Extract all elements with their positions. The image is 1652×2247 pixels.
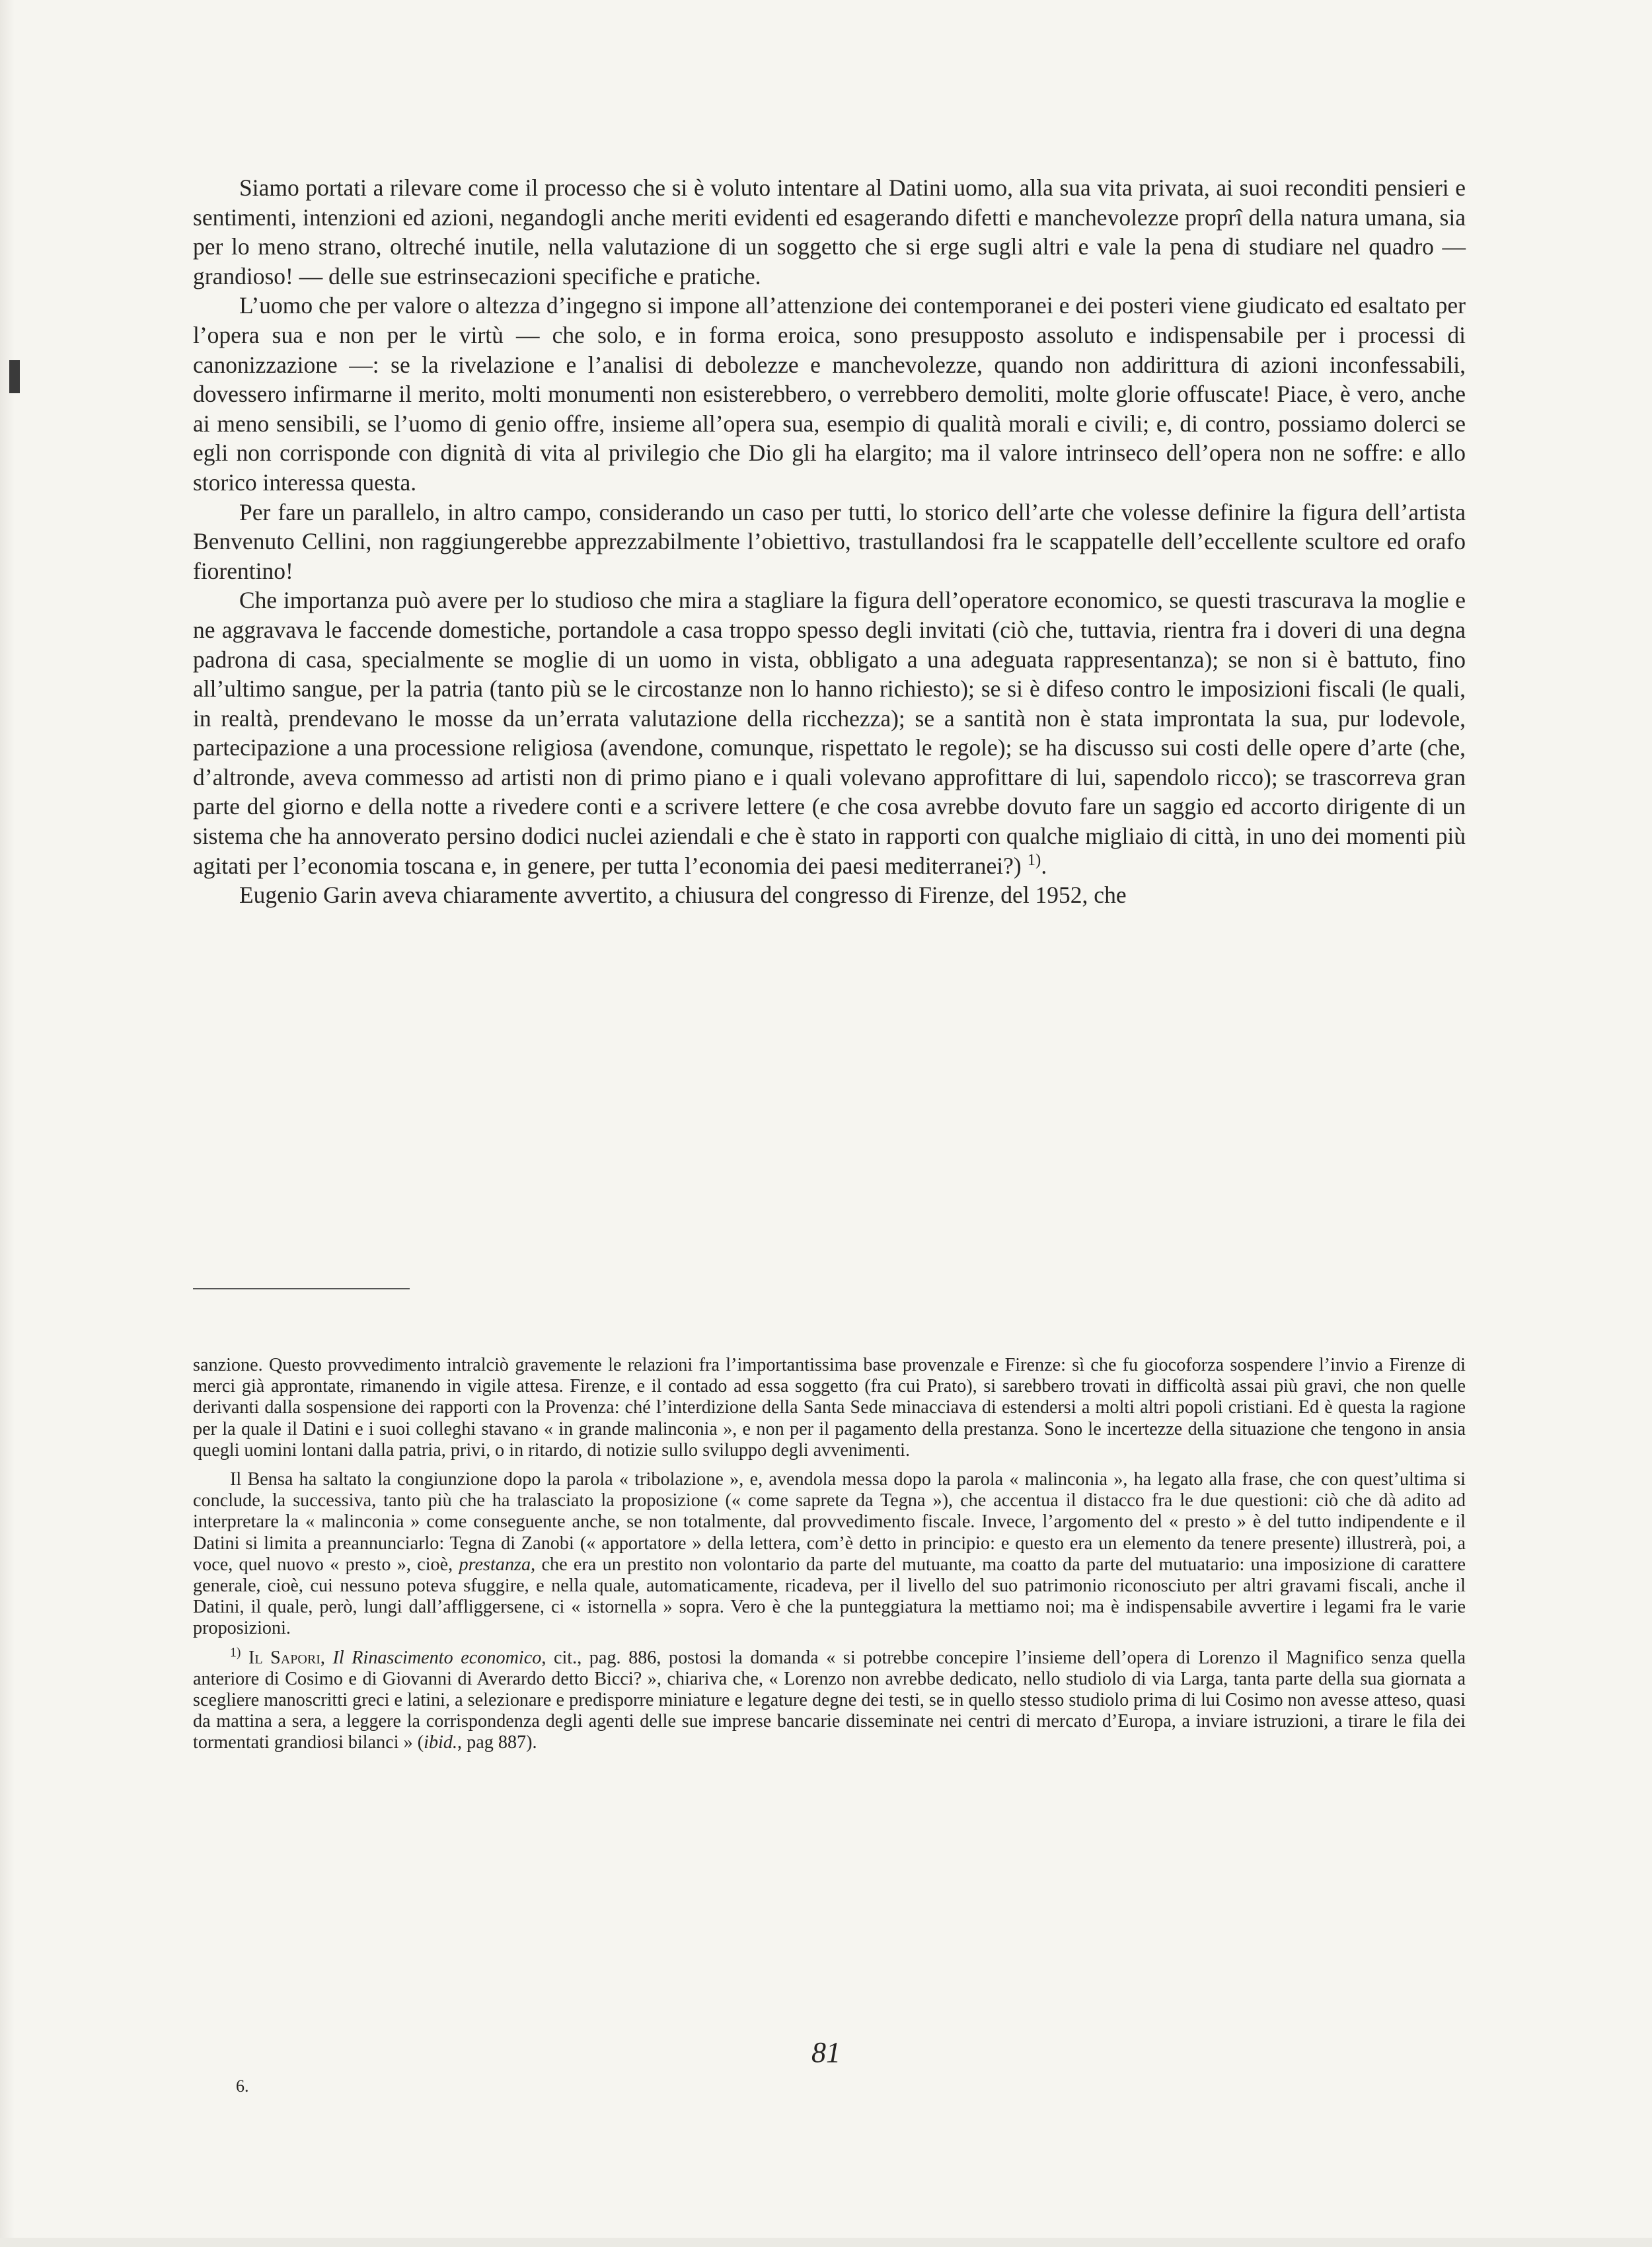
footnote-author: Il Sapori, xyxy=(248,1647,325,1668)
footnote-title: Il Rinascimento economico xyxy=(332,1647,542,1668)
footnote-text: , che era un prestito non volontario da parte del mutuante, ma coatto da parte del mutuatario: una imposizione di carattere generale, cioè, cui nessuno poteva sfuggire, e nella quale, automaticamente, ricadeva, per il livello del suo patrimonio riconosciuto per altri gravami fiscali, anche il Datini, il quale, però, lungi dall’affliggersene, ci « istornella » sopra. Vero è che la punteggiatura la mettiamo noi; ma è indispensabile avvertire i legami fra le varie proposizioni. xyxy=(193,1554,1466,1639)
footnote-reference: 1) xyxy=(1027,851,1041,869)
main-text xyxy=(193,173,1466,910)
footnote-text: , cit., pag. 886, postosi la domanda « si potrebbe concepire l’insieme dell’opera di Lorenzo il Magnifico senza quella anteriore di Cosimo e di Giovanni di Averardo detto Bicci? », chiariva che, « Lorenzo non avrebbe dedicato, nello studiolo di via Larga, tanta parte della sua giornata a scegliere manoscritti greci e latini, a selezionare e predisporre miniature e legature degne dei testi, se in quello stesso studiolo prima di lui Cosimo non avesse atteso, quasi da mattina a sera, a leggere la corrispondenza degli agenti delle sue imprese bancarie disseminate nei centri di mercato d’Europa, a inviare istruzioni, a tirare le fila dei tormentati grandiosi bilanci » ( xyxy=(193,1647,1466,1753)
footnote-italic: prestanza xyxy=(459,1554,531,1575)
paragraph: Per fare un parallelo, in altro campo, considerando un caso per tutti, lo storico dell’arte che volesse definire la figura dell’artista Benvenuto Cellini, non raggiungerebbe apprezzabilmente l’obiettivo, trastullandosi fra le scappatelle dell’eccellente scultore ed orafo fiorentino! xyxy=(193,498,1466,584)
footnote-1 xyxy=(193,1645,1466,1754)
paragraph: Eugenio Garin aveva chiaramente avvertito, a chiusura del congresso di Firenze, del 1952, che xyxy=(239,882,1127,909)
footnote-marker: 1) xyxy=(230,1645,241,1660)
footnote-text: Il Bensa ha saltato la congiunzione dopo la parola « tribolazione », e, avendola messa dopo la parola « malinconia », ha legato alla frase, che con quest’ultima si conclude, la successiva, tanto più che ha tralasciato la proposizione (« come saprete da Tegna »), che accentua il distacco fra le due questioni: ciò che dà adito ad interpretare la « malinconia » come conseguente anche, se non totalmente, dal provvedimento fiscale. Invece, l’argomento del « presto » è del tutto indipendente e il Datini si limita a preannunciarlo: Tegna di Zanobi (« apportatore » della lettera, com’è detto in principio: e questo era un elemento da tenere presente) illustrerà, poi, a voce, quel nuovo « presto », cioè, xyxy=(193,1469,1466,1575)
page-number: 81 xyxy=(811,2036,841,2069)
footnotes xyxy=(193,1355,1466,1754)
footnote-continuation: sanzione. Questo provvedimento intralciò gravemente le relazioni fra l’importantissima base provenzale e Firenze: sì che fu giocoforza sospendere l’invio a Firenze di merci già approntate, rimanendo in vigile attesa. Firenze, e il contado ad essa soggetto (fra cui Prato), si sarebbero trovati in difficoltà assai più gravi, che non quelle derivanti dalla sospensione dei rapporti con la Provenza: ché l’interdizione della Santa Sede minacciava di estendersi a molti altri popoli cristiani. Ed è questa la ragione per la quale il Datini e i suoi colleghi stavano « in grande malinconia », e non per il pagamento della prestanza. Sono le incertezze della situazione che tengono in ansia quegli uomini lontani dalla patria, privi, o in ritardo, di notizie sullo sviluppo degli avvenimenti. xyxy=(193,1355,1466,1461)
paragraph-end: . xyxy=(1041,852,1047,879)
footnote-ibid: ibid. xyxy=(424,1732,458,1753)
paragraph: Siamo portati a rilevare come il processo che si è voluto intentare al Datini uomo, alla sua vita privata, ai suoi reconditi pensieri e sentimenti, intenzioni ed azioni, negandogli anche meriti evidenti ed esagerando difetti e manchevolezze proprî della natura umana, sia per lo meno strano, oltreché inutile, nella valutazione di un soggetto che si erge sugli altri e vale la pena di studiare nel quadro — grandioso! — delle sue estrinsecazioni specifiche e pratiche. xyxy=(193,174,1466,289)
footnote-text: , pag 887). xyxy=(457,1732,537,1753)
binding-mark xyxy=(9,360,20,393)
signature-mark: 6. xyxy=(236,2076,249,2096)
scan-border xyxy=(0,2238,1652,2247)
footnote-paragraph xyxy=(193,1469,1466,1640)
paragraph xyxy=(193,586,1466,880)
paragraph: L’uomo che per valore o altezza d’ingegno si impone all’attenzione dei contemporanei e dei posteri viene giudicato ed esaltato per l’opera sua e non per le virtù — che solo, e in forma eroica, sono presupposto assoluto e indispensabile per i processi di canonizzazione —: se la rivelazione e l’analisi di debolezze e manchevolezze, quando non addirittura di azioni inconfessabili, dovessero infirmarne il merito, molti monumenti non esisterebbero, o verrebbero demoliti, molte glorie offuscate! Piace, è vero, anche ai meno sensibili, se l’uomo di genio offre, insieme all’opera sua, esempio di qualità morali e civili; e, di contro, possiamo dolerci se egli non corrisponde con dignità di vita al privilegio che Dio gli ha elargito; ma il valore intrinseco dell’opera non ne soffre: e allo storico interessa questa. xyxy=(193,292,1466,496)
page-edge xyxy=(0,0,15,2247)
paragraph-text: Che importanza può avere per lo studioso che mira a stagliare la figura dell’operatore economico, se questi trascurava la moglie e ne aggravava le faccende domestiche, portandole a casa troppo spesso degli invitati (ciò che, tuttavia, rientra fra i doveri di una degna padrona di casa, specialmente se moglie di un uomo in vista, obbligato a una adeguata rappresentanza); se non si è battuto, fino all’ultimo sangue, per la patria (tanto più se le circostanze non lo hanno richiesto); se si è difeso contro le imposizioni fiscali (le quali, in realtà, prendevano le mosse da un’errata valutazione della ricchezza); se a santità non è stata improntata la sua, pur lodevole, partecipazione a una processione religiosa (avendone, comunque, rispettato le regole); se ha discusso sui costi delle opere d’arte (che, d’altronde, aveva commesso ad artisti non di primo piano e i quali volevano approfittare di lui, sapendolo ricco); se trascorreva gran parte del giorno e della notte a rivedere conti e a scrivere lettere (e che cosa avrebbe dovuto fare un saggio ed accorto dirigente di un sistema che ha annoverato persino dodici nuclei aziendali e che è stato in rapporti con qualche migliaio di città, in uno dei momenti più agitati per l’economia toscana e, in genere, per tutta l’economia dei paesi mediterranei?) xyxy=(193,587,1466,879)
footnote-divider xyxy=(193,1288,410,1289)
